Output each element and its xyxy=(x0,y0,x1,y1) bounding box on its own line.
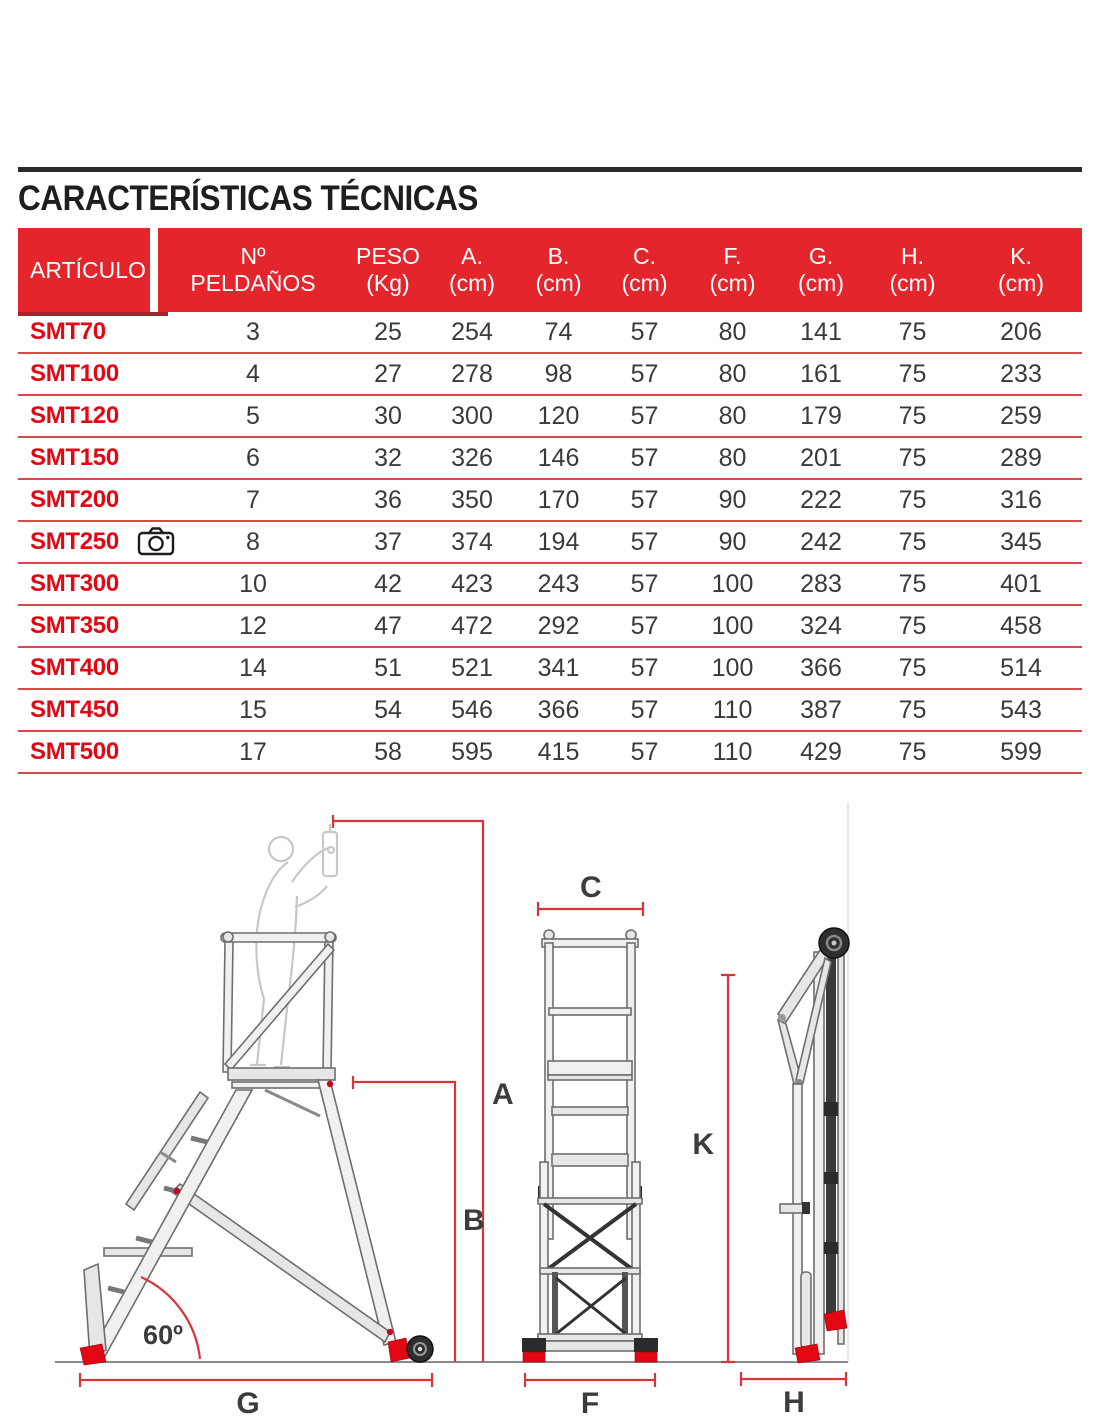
dim-label-h: H xyxy=(783,1386,805,1419)
value-cell: 254 xyxy=(451,317,493,346)
value-cell: 12 xyxy=(239,611,267,640)
value-cell: 161 xyxy=(800,359,842,388)
rubber-foot xyxy=(523,1352,545,1362)
value-cell: 30 xyxy=(374,401,402,430)
value-cell: 120 xyxy=(537,401,580,430)
value-cell: 7 xyxy=(246,485,260,514)
value-cell: 595 xyxy=(451,737,493,766)
platform-frame xyxy=(232,1082,330,1088)
value-cell: 54 xyxy=(374,695,402,724)
foot-block xyxy=(634,1338,658,1352)
article-cell xyxy=(18,738,158,766)
platform xyxy=(548,1061,632,1075)
value-cell: 80 xyxy=(718,317,747,346)
value-cell: 6 xyxy=(246,443,260,472)
column-header-a: A. (cm) xyxy=(449,243,495,296)
value-cell: 58 xyxy=(374,737,402,766)
guardrail-top-bar xyxy=(542,939,638,947)
value-cell: 17 xyxy=(239,737,267,766)
article-name: SMT300 xyxy=(30,570,119,597)
article-cell xyxy=(18,654,158,682)
value-cell: 472 xyxy=(451,611,493,640)
value-cell: 57 xyxy=(630,569,659,598)
rung xyxy=(552,1154,628,1166)
value-cell: 300 xyxy=(451,401,493,430)
value-cell: 90 xyxy=(718,527,747,556)
article-cell xyxy=(18,444,158,472)
platform xyxy=(228,1068,335,1080)
value-cell: 5 xyxy=(246,401,260,430)
article-cell xyxy=(18,318,158,346)
pivot-joint xyxy=(387,1329,393,1335)
value-cell: 423 xyxy=(451,569,493,598)
value-cell: 326 xyxy=(451,443,493,472)
value-cell: 242 xyxy=(800,527,842,556)
value-cell: 233 xyxy=(1000,359,1042,388)
table-row-smt350 xyxy=(18,606,1082,648)
column-header-peso: PESO (Kg) xyxy=(356,243,420,296)
value-cell: 75 xyxy=(898,401,927,430)
value-cell: 75 xyxy=(898,569,927,598)
value-cell: 75 xyxy=(898,695,927,724)
article-name: SMT100 xyxy=(30,360,119,387)
value-cell: 292 xyxy=(537,611,580,640)
value-cell: 75 xyxy=(898,611,927,640)
value-cell: 98 xyxy=(544,359,573,388)
front-view-ladder xyxy=(522,930,658,1362)
value-cell: 75 xyxy=(898,653,927,682)
guardrail-mid-bar xyxy=(549,1008,631,1015)
inner-post xyxy=(552,1272,558,1340)
table-row-smt100 xyxy=(18,354,1082,396)
page-title: CARACTERÍSTICAS TÉCNICAS xyxy=(18,179,478,218)
value-cell: 42 xyxy=(374,569,402,598)
value-cell: 543 xyxy=(1000,695,1042,724)
column-header-articulo: ARTÍCULO xyxy=(18,228,150,312)
table-row-smt500 xyxy=(18,732,1082,774)
value-cell: 57 xyxy=(630,611,659,640)
rail-dark xyxy=(826,950,836,1328)
value-cell: 75 xyxy=(898,485,927,514)
value-cell: 51 xyxy=(374,653,402,682)
value-cell: 80 xyxy=(718,401,747,430)
pivot-joint xyxy=(174,1188,180,1194)
platform-support xyxy=(265,1090,320,1116)
dim-label-a: A xyxy=(492,1078,514,1111)
guardrail-brace xyxy=(225,944,334,1070)
hinge-joint xyxy=(778,1014,786,1022)
article-name: SMT500 xyxy=(30,738,119,765)
value-cell: 36 xyxy=(374,485,402,514)
value-cell: 90 xyxy=(718,485,747,514)
value-cell: 201 xyxy=(800,443,842,472)
value-cell: 57 xyxy=(630,485,659,514)
value-cell: 32 xyxy=(374,443,402,472)
value-cell: 47 xyxy=(374,611,402,640)
value-cell: 25 xyxy=(374,317,402,346)
value-cell: 366 xyxy=(800,653,842,682)
article-cell xyxy=(18,402,158,430)
article-name: SMT400 xyxy=(30,654,119,681)
article-cell xyxy=(18,528,158,556)
dimension-k xyxy=(692,975,735,1362)
dimension-f xyxy=(525,1373,655,1420)
guardrail-top-bar xyxy=(221,933,336,942)
value-cell: 194 xyxy=(537,527,580,556)
value-cell: 15 xyxy=(239,695,267,724)
angle-label: 60º xyxy=(143,1320,183,1350)
header-columns xyxy=(158,228,1082,312)
value-cell: 283 xyxy=(800,569,842,598)
value-cell: 80 xyxy=(718,359,747,388)
column-header-f: F. (cm) xyxy=(709,243,756,296)
foot-block xyxy=(522,1338,546,1352)
folded-stringer xyxy=(801,1272,811,1348)
side-view-ladder xyxy=(80,824,433,1365)
rear-leg xyxy=(318,1080,396,1345)
column-header-n: Nº PELDAÑOS xyxy=(190,243,316,296)
article-name: SMT70 xyxy=(30,318,106,345)
value-cell: 170 xyxy=(537,485,580,514)
value-cell: 146 xyxy=(537,443,580,472)
value-cell: 415 xyxy=(537,737,580,766)
value-cell: 387 xyxy=(800,695,842,724)
value-cell: 278 xyxy=(451,359,493,388)
value-cell: 75 xyxy=(898,737,927,766)
value-cell: 110 xyxy=(712,695,753,724)
value-cell: 57 xyxy=(630,443,659,472)
value-cell: 345 xyxy=(1000,527,1042,556)
top-rule xyxy=(18,167,1082,172)
value-cell: 75 xyxy=(898,443,927,472)
value-cell: 57 xyxy=(630,653,659,682)
value-cell: 57 xyxy=(630,527,659,556)
rubber-foot xyxy=(80,1344,106,1365)
value-cell: 75 xyxy=(898,359,927,388)
dim-label-f: F xyxy=(580,1387,600,1420)
column-header-g: G. (cm) xyxy=(798,243,844,296)
table-row-smt150 xyxy=(18,438,1082,480)
wheel-hub xyxy=(418,1347,422,1351)
platform-lip xyxy=(548,1075,632,1080)
bracket xyxy=(780,1204,804,1213)
value-cell: 243 xyxy=(537,569,580,598)
article-cell xyxy=(18,612,158,640)
value-cell: 3 xyxy=(246,317,260,346)
base-post-right xyxy=(632,1162,640,1340)
table-row-smt450 xyxy=(18,690,1082,732)
value-cell: 316 xyxy=(1000,485,1042,514)
value-cell: 110 xyxy=(712,737,753,766)
angle-dimension xyxy=(141,1277,200,1359)
dim-label-c: C xyxy=(580,871,602,904)
value-cell: 27 xyxy=(374,359,402,388)
article-name: SMT120 xyxy=(30,402,119,429)
value-cell: 37 xyxy=(374,527,402,556)
article-name: SMT350 xyxy=(30,612,119,639)
value-cell: 57 xyxy=(630,317,659,346)
value-cell: 100 xyxy=(711,653,754,682)
value-cell: 374 xyxy=(451,527,493,556)
clamp xyxy=(824,1242,838,1254)
column-header-k: K. (cm) xyxy=(998,243,1044,296)
value-cell: 10 xyxy=(239,569,267,598)
pivot-joint xyxy=(327,1081,333,1087)
step-edge xyxy=(191,1138,207,1142)
value-cell: 100 xyxy=(711,569,754,598)
value-cell: 74 xyxy=(544,317,573,346)
value-cell: 57 xyxy=(630,359,659,388)
drill-icon xyxy=(323,832,337,876)
step-edge xyxy=(108,1288,124,1292)
value-cell: 259 xyxy=(1000,401,1042,430)
header-divider xyxy=(150,228,158,312)
article-name: SMT450 xyxy=(30,696,119,723)
table-row-smt120 xyxy=(18,396,1082,438)
value-cell: 57 xyxy=(630,695,659,724)
rubber-foot xyxy=(824,1310,847,1331)
column-header-h: H. (cm) xyxy=(889,243,936,296)
clamp xyxy=(824,1102,838,1116)
folded-view-ladder xyxy=(778,928,849,1363)
value-cell: 289 xyxy=(1000,443,1042,472)
dim-label-b: B xyxy=(463,1204,485,1237)
column-header-c: C. (cm) xyxy=(621,243,668,296)
article-cell xyxy=(18,570,158,598)
base-top-bar xyxy=(538,1198,642,1204)
base-bottom-bar xyxy=(538,1334,642,1341)
ladder-diagrams xyxy=(0,802,1100,1422)
value-cell: 75 xyxy=(898,317,927,346)
table-row-smt300 xyxy=(18,564,1082,606)
rail-inner xyxy=(838,954,844,1344)
clamp xyxy=(824,1172,838,1184)
rubber-foot xyxy=(635,1352,657,1362)
value-cell: 14 xyxy=(239,653,267,682)
dim-label-k: K xyxy=(692,1128,714,1161)
step-edge xyxy=(136,1238,152,1242)
value-cell: 546 xyxy=(451,695,493,724)
value-cell: 458 xyxy=(1000,611,1042,640)
rail-knob xyxy=(325,932,335,942)
value-cell: 80 xyxy=(718,443,747,472)
article-name: SMT200 xyxy=(30,486,119,513)
value-cell: 206 xyxy=(1000,317,1042,346)
value-cell: 57 xyxy=(630,401,659,430)
article-cell xyxy=(18,696,158,724)
article-name: SMT250 xyxy=(30,528,119,555)
rung xyxy=(552,1107,628,1115)
table-row-smt250 xyxy=(18,522,1082,564)
dim-label-g: G xyxy=(236,1387,260,1420)
value-cell: 75 xyxy=(898,527,927,556)
value-cell: 521 xyxy=(451,653,493,682)
article-name: SMT150 xyxy=(30,444,119,471)
value-cell: 4 xyxy=(246,359,260,388)
article-cell xyxy=(18,486,158,514)
wheel-hub xyxy=(832,941,837,946)
value-cell: 8 xyxy=(246,527,260,556)
specs-table-body xyxy=(18,312,1082,774)
table-row-smt400 xyxy=(18,648,1082,690)
value-cell: 57 xyxy=(630,737,659,766)
value-cell: 514 xyxy=(1000,653,1042,682)
value-cell: 429 xyxy=(800,737,842,766)
guardrail-post-left xyxy=(223,941,233,1072)
dimension-h xyxy=(741,1372,846,1419)
value-cell: 401 xyxy=(1000,569,1042,598)
dimension-g xyxy=(80,1373,432,1420)
base-post-left xyxy=(540,1162,548,1340)
value-cell: 141 xyxy=(800,317,842,346)
column-header-b: B. (cm) xyxy=(535,243,582,296)
stabilizer-leg xyxy=(84,1264,106,1358)
dimension-a xyxy=(333,815,514,1362)
rail-knob xyxy=(223,932,233,942)
value-cell: 366 xyxy=(537,695,580,724)
value-cell: 324 xyxy=(800,611,842,640)
table-row-smt200 xyxy=(18,480,1082,522)
value-cell: 222 xyxy=(800,485,842,514)
value-cell: 179 xyxy=(800,401,842,430)
specs-table-header xyxy=(18,228,1082,312)
value-cell: 341 xyxy=(537,653,580,682)
bracket-block xyxy=(802,1202,810,1214)
table-row-smt70 xyxy=(18,312,1082,354)
value-cell: 100 xyxy=(711,611,754,640)
value-cell: 599 xyxy=(1000,737,1042,766)
dimension-c xyxy=(538,871,643,916)
value-cell: 350 xyxy=(451,485,493,514)
article-cell xyxy=(18,360,158,388)
